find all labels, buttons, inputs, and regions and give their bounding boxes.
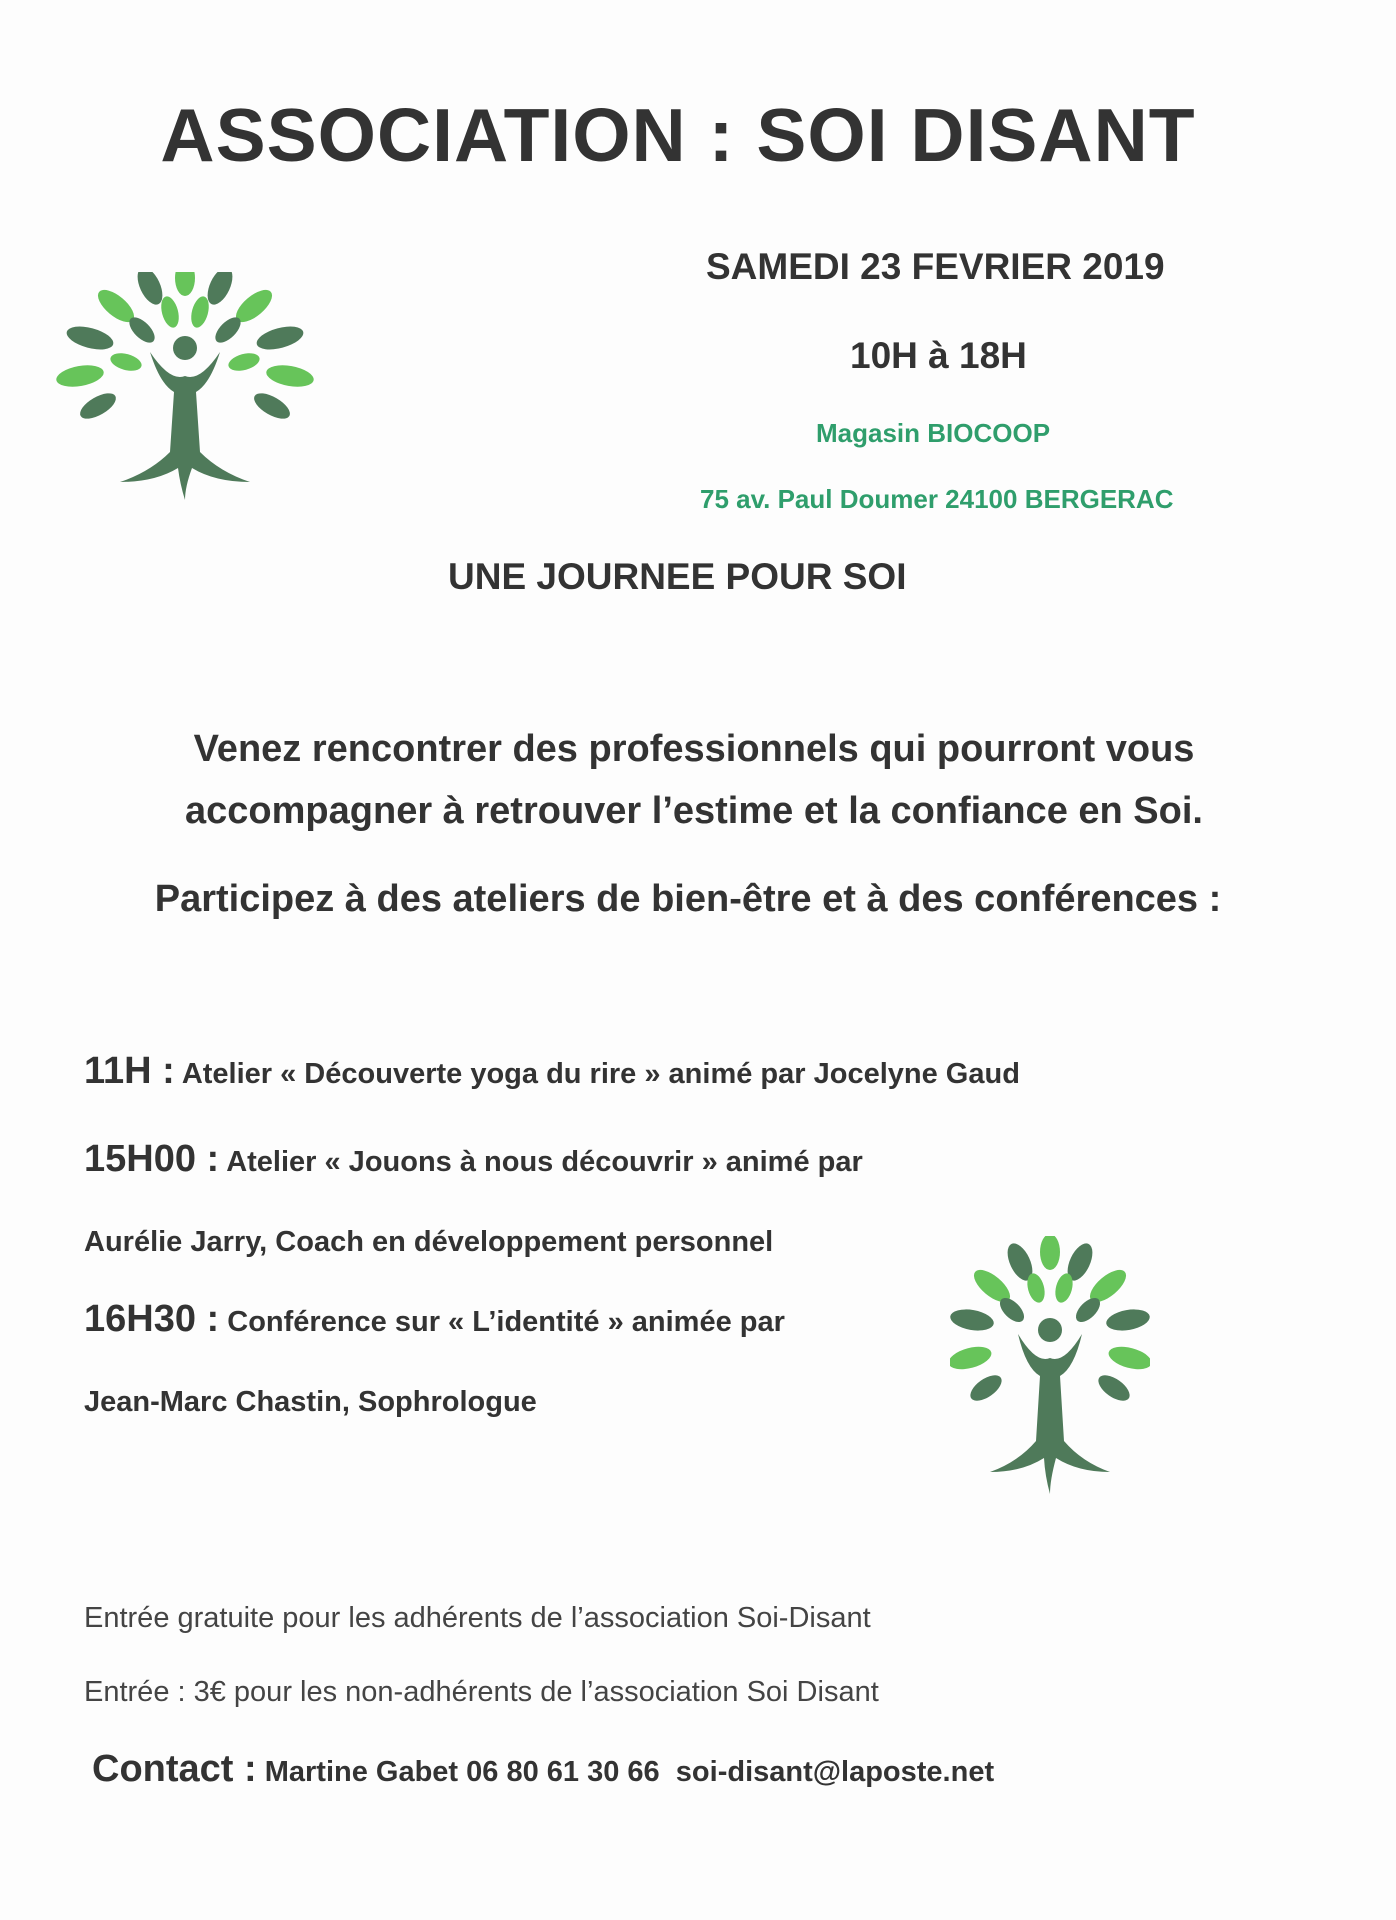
program-item [84, 1298, 785, 1341]
tree-person-logo-icon [950, 1236, 1150, 1496]
program-time: 16H30 : [84, 1298, 220, 1340]
intro-line-3: Participez à des ateliers de bien-être et à des conférences : [154, 878, 1222, 920]
event-hours: 10H à 18H [850, 335, 1027, 376]
program-item [84, 1050, 1020, 1093]
program-text-continued: Aurélie Jarry, Coach en développement personnel [84, 1226, 774, 1258]
event-store: Magasin BIOCOOP [816, 418, 1051, 448]
contact-email: soi-disant@laposte.net [675, 1756, 995, 1788]
event-tagline: UNE JOURNEE POUR SOI [448, 556, 907, 597]
fee-members: Entrée gratuite pour les adhérents de l’association Soi-Disant [84, 1602, 871, 1634]
program-text: Atelier « Jouons à nous découvrir » animé par [226, 1146, 863, 1178]
program-text-continued: Jean-Marc Chastin, Sophrologue [84, 1386, 537, 1418]
contact-name-phone: Martine Gabet 06 80 61 30 66 [264, 1756, 660, 1788]
program-text: Atelier « Découverte yoga du rire » animé par Jocelyne Gaud [181, 1058, 1020, 1090]
tree-person-logo-icon [50, 272, 320, 502]
intro-line-1: Venez rencontrer des professionnels qui pourront vous [193, 728, 1195, 770]
program-item [84, 1138, 863, 1181]
event-address: 75 av. Paul Doumer 24100 BERGERAC [700, 484, 1174, 514]
fee-non-members: Entrée : 3€ pour les non-adhérents de l’association Soi Disant [84, 1676, 879, 1708]
program-time: 15H00 : [84, 1138, 220, 1180]
event-date: SAMEDI 23 FEVRIER 2019 [706, 246, 1165, 287]
contact-line [92, 1748, 994, 1791]
page-title: ASSOCIATION : SOI DISANT [160, 93, 1196, 177]
program-text: Conférence sur « L’identité » animée par [227, 1306, 785, 1338]
contact-label: Contact : [92, 1748, 257, 1790]
program-time: 11H : [84, 1050, 175, 1092]
intro-line-2: accompagner à retrouver l’estime et la confiance en Soi. [185, 790, 1203, 832]
